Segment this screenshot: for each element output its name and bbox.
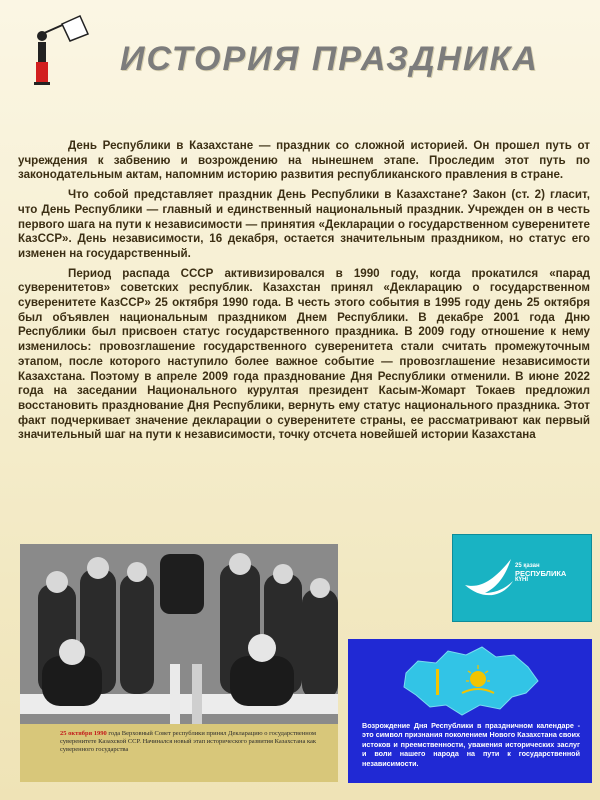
caption-date: 25 октября 1990: [60, 730, 107, 737]
signal-flag-icon: [28, 14, 98, 94]
paragraph-history: Период распада СССР активизировался в 1990 году, когда прокатился «парад суверенитетов» советских республик. Казахстан принял «Декларацию о государственном суверенитете КазССР» 25 октября 1990 года. В честь этого события в 1995 году день 25 октября был объявлен национальным праздником Днем Республики. В декабре 2001 года Дню Республики был присвоен статус государственного праздника. В 2009 году отношение к нему изменилось: провозглашение государственного суверенитета стали считать промежуточным этапом, после которого наступило более важное событие — провозглашение независимости Казахстана. Поэтому в апреле 2009 года празднование Дня Республики отменили. В июне 2022 года на заседании Национального курултая президент Касым-Жомарт Токаев предложил восстановить празднование Дня Республики, вернуть ему статус национального праздника. Этот факт подчеркивает значение декларации о суверенитете страны, ее рассматривают как первый значительный шаг на пути к независимости, точку отсчета новейшей истории Казахстана: [18, 266, 590, 442]
map-card: [348, 639, 592, 783]
caption-text: года Верховный Совет республики принял Декларацию о государственном суверенитете Казахской ССР. Начинался новый этап исторического развития Казахстана как суверенного государства: [60, 730, 317, 753]
logo-line-day: КҮНІ: [515, 577, 528, 583]
paragraph-intro: День Республики в Казахстане — праздник со сложной историей. Он прошел путь от учреждения к забвению и возрождению на нынешнем этапе. Проследим этот путь по законодательным актам, напомним историю развития республиканского правления в стране.: [18, 139, 590, 182]
bird-logo-icon: [461, 549, 521, 609]
logo-text: [515, 563, 566, 584]
article-body: [18, 139, 590, 448]
historic-photo: [20, 544, 338, 782]
logo-line-date: 25 қазан: [515, 563, 540, 569]
kazakhstan-map-flag-icon: [396, 643, 546, 723]
page-title: ИСТОРИЯ ПРАЗДНИКА: [120, 40, 539, 78]
logo-line-title: РЕСПУБЛИКА: [515, 569, 567, 578]
photo-caption: [20, 724, 338, 782]
map-card-text: Возрождение Дня Республики в праздничном календаре - это символ признания поколением Нового Казахстана своих истоков и преемственности, уважения исторических заслуг и воли нашего народа на пути к государственной независимости.: [362, 721, 580, 768]
paragraph-law: Что собой представляет праздник День Республики в Казахстане? Закон (ст. 2) гласит, что День Республики — главный и единственный национальный праздник. Учрежден он в честь первого шага на пути к независимости — принятия «Декларации о государственном суверенитете КазССР». День независимости, 16 декабря, остается значительным праздником, но статус его изменен на государственный.: [18, 188, 590, 260]
republic-day-logo-card: [452, 534, 592, 622]
